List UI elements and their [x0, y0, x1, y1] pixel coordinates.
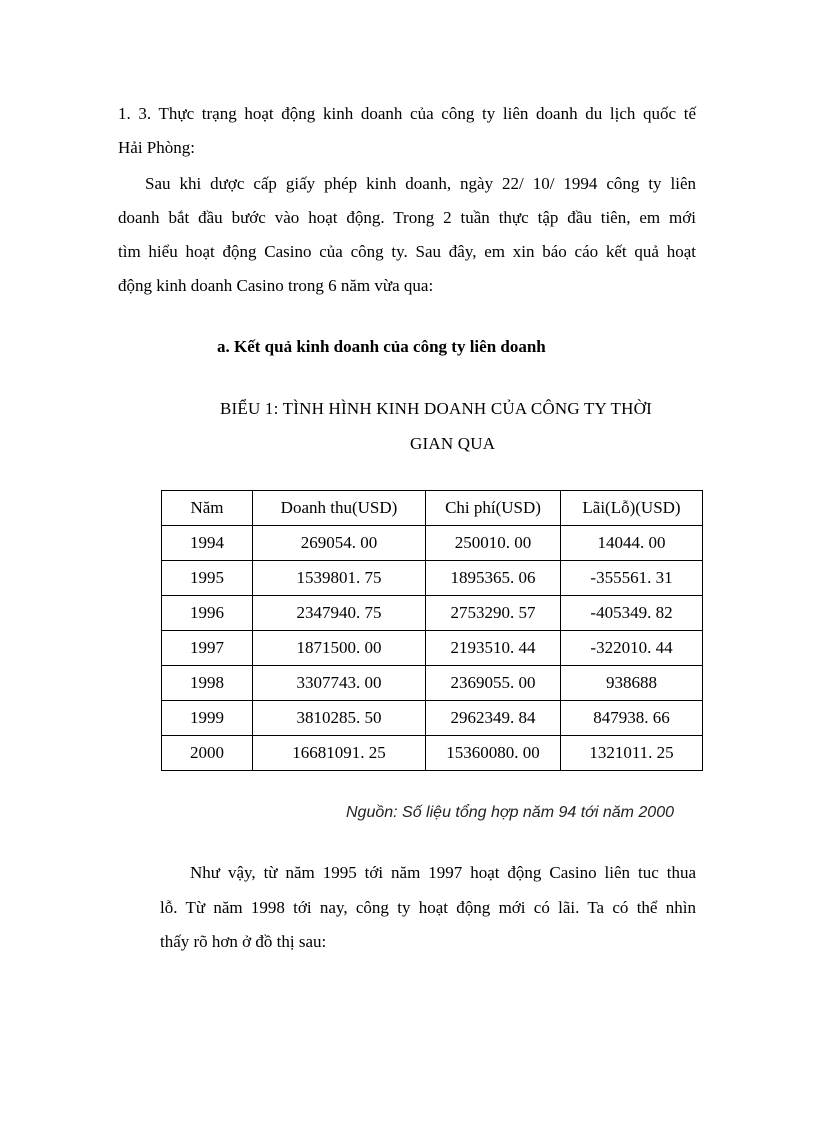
section-heading-line-1: 1. 3. Thực trạng hoạt động kinh doanh của công ty liên doanh du lịch quốc tế: [118, 104, 696, 123]
conclusion-line-2: lỗ. Từ năm 1998 tới nay, công ty hoạt động mới có lãi. Ta có thể nhìn: [160, 898, 696, 917]
cell-year: 1994: [162, 526, 253, 561]
intro-line-3: tìm hiểu hoạt động Casino của công ty. Sau đây, em xin báo cáo kết quả hoạt: [118, 242, 696, 261]
cell-revenue: 16681091. 25: [253, 736, 426, 771]
table-row: [162, 631, 703, 666]
table-caption-line-2: GIAN QUA: [410, 434, 496, 453]
data-source-note: Nguồn: Số liệu tổng hợp năm 94 tới năm 2000: [346, 804, 674, 821]
cell-revenue: 3307743. 00: [253, 666, 426, 701]
cell-cost: 250010. 00: [426, 526, 561, 561]
cell-revenue: 1539801. 75: [253, 561, 426, 596]
intro-line-1: Sau khi dược cấp giấy phép kinh doanh, ngày 22/ 10/ 1994 công ty liên: [145, 174, 696, 193]
intro-line-2: doanh bắt đầu bước vào hoạt động. Trong 2 tuần thực tập đầu tiên, em mới: [118, 208, 696, 227]
header-year: Năm: [162, 491, 253, 526]
table-row: [162, 736, 703, 771]
cell-revenue: 3810285. 50: [253, 701, 426, 736]
intro-line-4: động kinh doanh Casino trong 6 năm vừa qua:: [118, 276, 434, 295]
cell-cost: 2753290. 57: [426, 596, 561, 631]
cell-cost: 2962349. 84: [426, 701, 561, 736]
cell-profit: 1321011. 25: [561, 736, 703, 771]
cell-revenue: 269054. 00: [253, 526, 426, 561]
cell-cost: 1895365. 06: [426, 561, 561, 596]
cell-profit: 938688: [561, 666, 703, 701]
cell-profit: -322010. 44: [561, 631, 703, 666]
table-row: [162, 666, 703, 701]
table-caption-line-1: BIỂU 1: TÌNH HÌNH KINH DOANH CỦA CÔNG TY THỜI: [220, 399, 652, 418]
cell-year: 1996: [162, 596, 253, 631]
cell-cost: 2369055. 00: [426, 666, 561, 701]
cell-cost: 2193510. 44: [426, 631, 561, 666]
cell-profit: -405349. 82: [561, 596, 703, 631]
business-results-table: [161, 490, 703, 771]
table-row: [162, 701, 703, 736]
subheading: a. Kết quả kinh doanh của công ty liên doanh: [217, 337, 546, 356]
cell-profit: -355561. 31: [561, 561, 703, 596]
cell-year: 1999: [162, 701, 253, 736]
cell-year: 2000: [162, 736, 253, 771]
cell-profit: 14044. 00: [561, 526, 703, 561]
cell-cost: 15360080. 00: [426, 736, 561, 771]
header-cost: Chi phí(USD): [426, 491, 561, 526]
table-row: [162, 596, 703, 631]
cell-revenue: 2347940. 75: [253, 596, 426, 631]
header-profit: Lãi(Lỗ)(USD): [561, 491, 703, 526]
table-row: [162, 526, 703, 561]
conclusion-line-3: thấy rõ hơn ở đồ thị sau:: [160, 932, 327, 951]
cell-year: 1997: [162, 631, 253, 666]
cell-year: 1995: [162, 561, 253, 596]
cell-profit: 847938. 66: [561, 701, 703, 736]
conclusion-line-1: Như vậy, từ năm 1995 tới năm 1997 hoạt động Casino liên tuc thua: [190, 863, 696, 882]
header-revenue: Doanh thu(USD): [253, 491, 426, 526]
table-header-row: [162, 491, 703, 526]
cell-year: 1998: [162, 666, 253, 701]
table-row: [162, 561, 703, 596]
section-heading-line-2: Hải Phòng:: [118, 138, 195, 157]
cell-revenue: 1871500. 00: [253, 631, 426, 666]
